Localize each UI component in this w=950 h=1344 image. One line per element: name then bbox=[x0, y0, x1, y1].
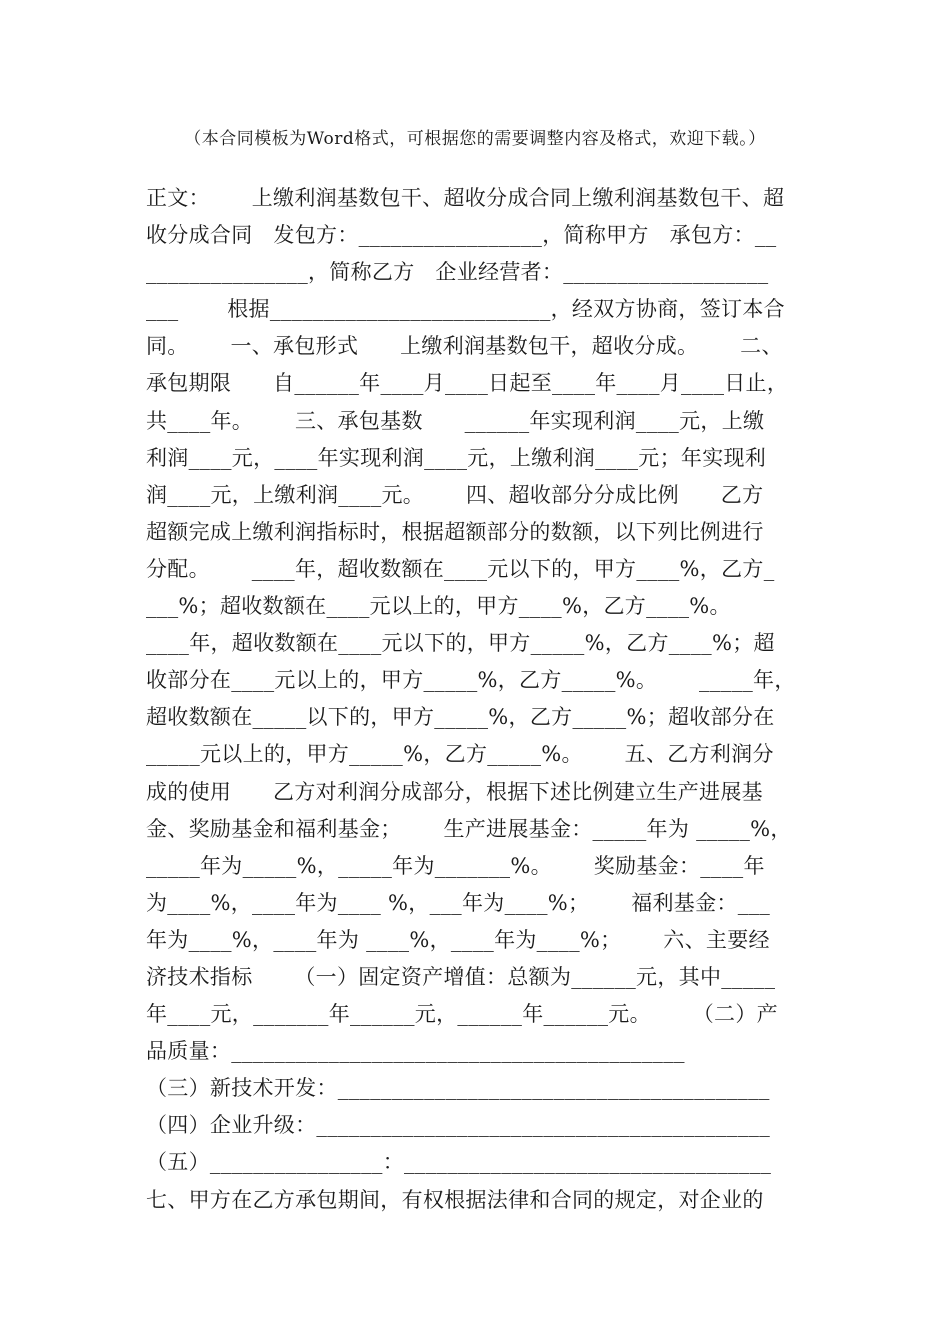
body-line: 品质量：__________________________________________ bbox=[146, 1039, 685, 1064]
body-line: 共____年。 三、承包基数 ______年实现利润____元，上缴 bbox=[146, 408, 765, 433]
body-line: 分配。 ____年，超收数额在____元以下的，甲方____%，乙方_ bbox=[146, 556, 775, 581]
body-line: （四）企业升级：__________________________________________ bbox=[146, 1113, 770, 1138]
body-line: 同。 一、承包形式 上缴利润基数包干，超收分成。 二、 bbox=[146, 334, 783, 359]
template-note: （本合同模板为Word格式，可根据您的需要调整内容及格式，欢迎下载。） bbox=[184, 129, 766, 149]
body-line: （三）新技术开发：________________________________________ bbox=[146, 1076, 770, 1101]
body-line: 年____元，_______年______元，______年______元。 （二）产 bbox=[146, 1002, 778, 1027]
body-line: 收分成合同 发包方：_________________，简称甲方 承包方：__ bbox=[146, 223, 777, 248]
body-line: 济技术指标 （一）固定资产增值：总额为______元，其中_____ bbox=[146, 964, 776, 989]
body-line: 收部分在____元以上的，甲方_____%，乙方_____%。 _____年， bbox=[146, 668, 796, 693]
body-line: （五）________________：__________________________________ bbox=[146, 1150, 772, 1175]
body-line: 正文： 上缴利润基数包干、超收分成合同上缴利润基数包干、超 bbox=[146, 186, 785, 210]
body-line: _____年为_____%，_____年为_______%。 奖励基金：____年 bbox=[146, 853, 765, 878]
body-line: 金、奖励基金和福利基金； 生产进展基金：_____年为 _____%， bbox=[146, 816, 792, 841]
body-line: ___%；超收数额在____元以上的，甲方____%，乙方____%。 bbox=[146, 594, 731, 619]
body-line: 承包期限 自______年____月____日起至____年____月____日止， bbox=[146, 371, 789, 396]
body-line: _______________，简称乙方 企业经营者：___________________ bbox=[146, 260, 769, 285]
body-line: 成的使用 乙方对利润分成部分，根据下述比例建立生产进展基 bbox=[146, 779, 763, 804]
body-line: 为____%，____年为____ %，___年为____%； 福利基金：___ bbox=[146, 890, 771, 915]
body-line: ___ 根据__________________________，经双方协商，签订本合 bbox=[146, 297, 785, 322]
contract-body bbox=[146, 180, 816, 1219]
body-line: 润____元，上缴利润____元。 四、超收部分分成比例 乙方 bbox=[146, 482, 764, 507]
body-line: _____元以上的，甲方_____%，乙方_____%。 五、乙方利润分 bbox=[146, 742, 774, 767]
body-line: 年为____%，____年为 ____%，____年为____%； 六、主要经 bbox=[146, 927, 770, 952]
body-line: ____年，超收数额在____元以下的，甲方_____%，乙方____%；超 bbox=[146, 631, 775, 656]
body-line: 七、甲方在乙方承包期间，有权根据法律和合同的规定，对企业的 bbox=[146, 1187, 764, 1212]
body-line: 超额完成上缴利润指标时，根据超额部分的数额，以下列比例进行 bbox=[146, 519, 764, 544]
body-line: 利润____元，____年实现利润____元，上缴利润____元；年实现利 bbox=[146, 445, 767, 470]
body-line: 超收数额在_____以下的，甲方_____%，乙方_____%；超收部分在 bbox=[146, 705, 775, 730]
